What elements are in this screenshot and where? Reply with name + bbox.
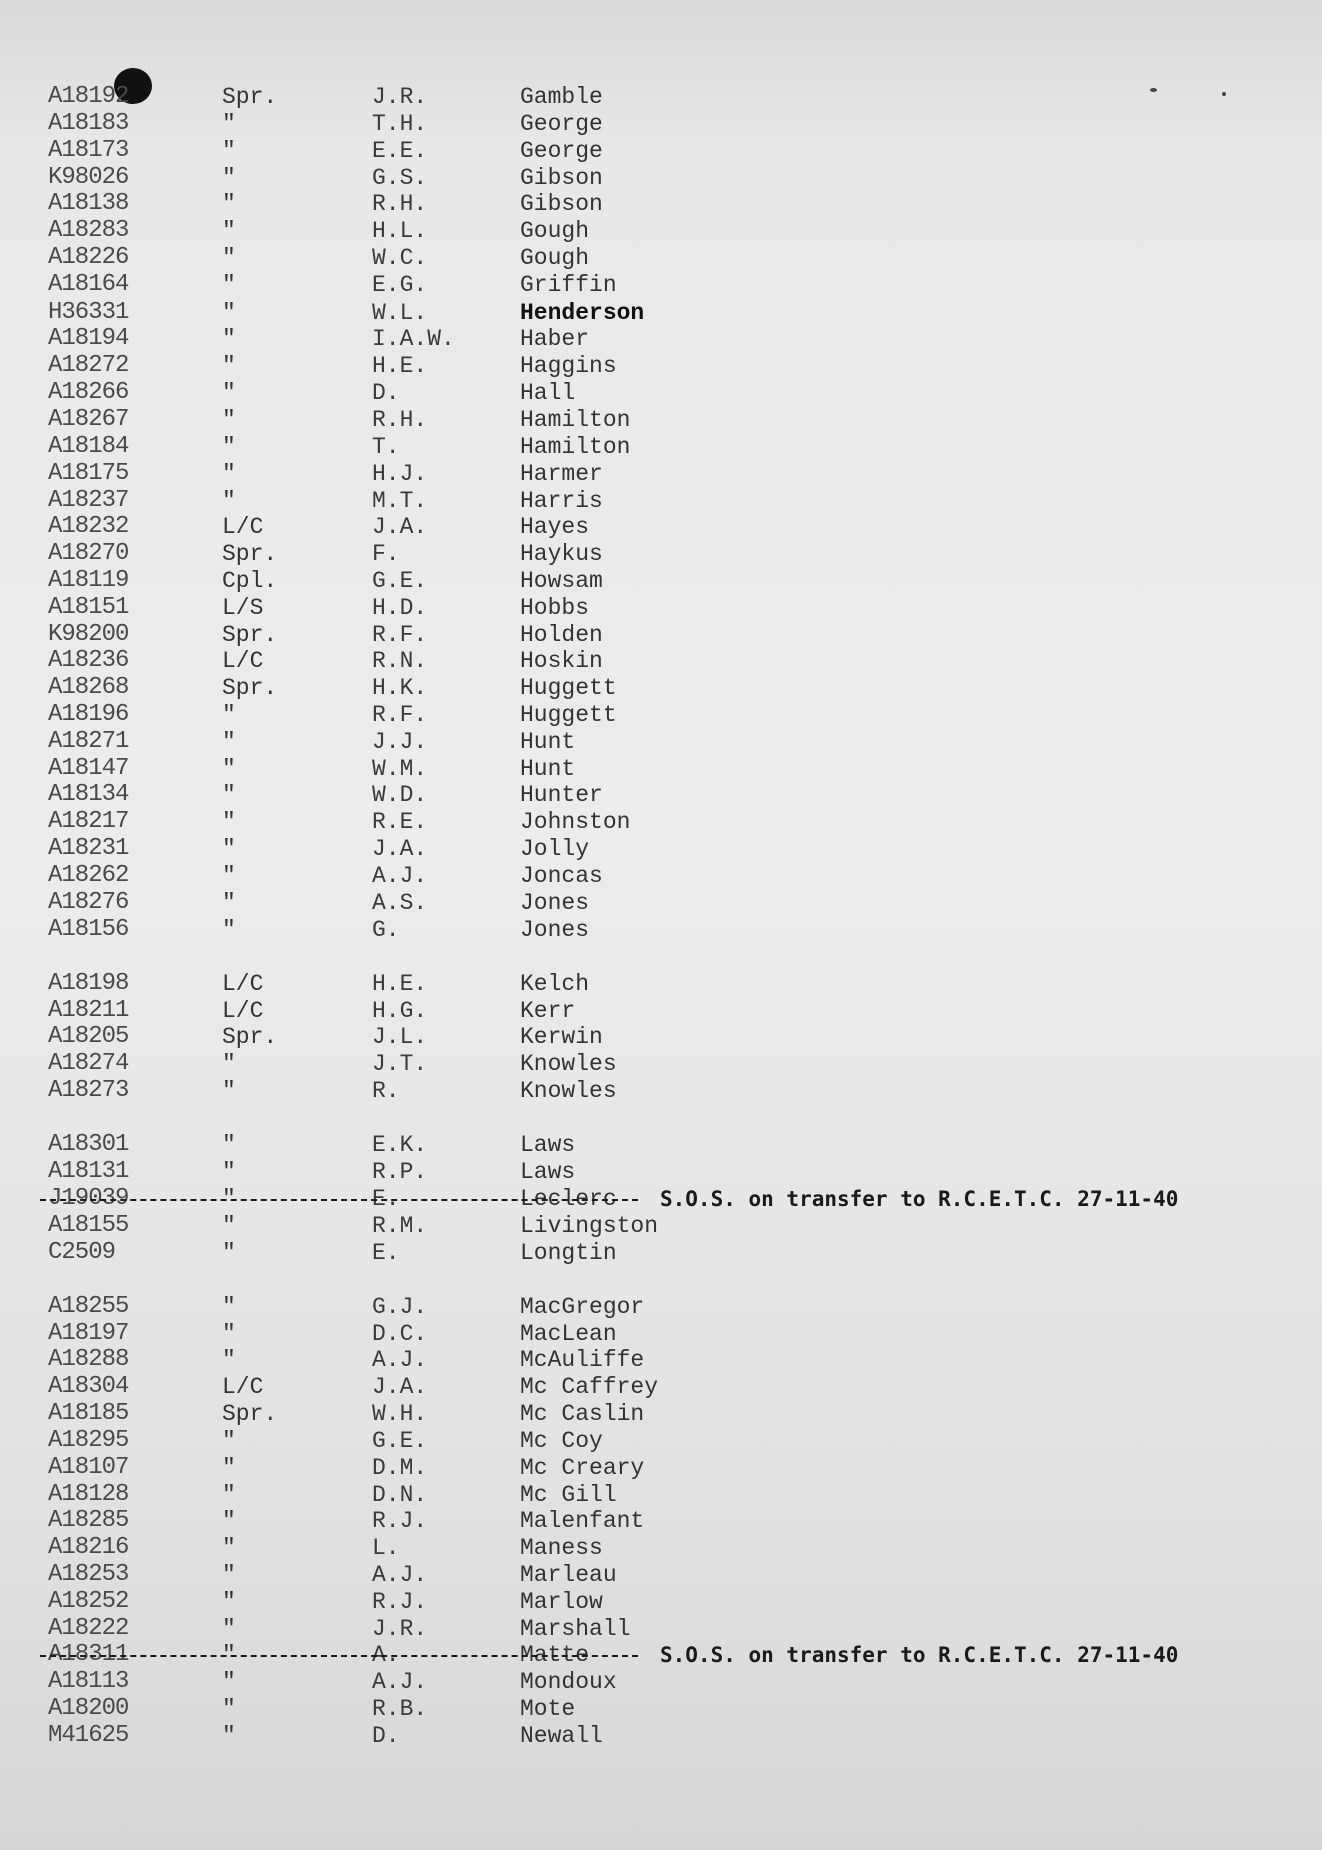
rank: Spr. — [222, 675, 278, 701]
surname: Mc Gill — [520, 1482, 617, 1508]
table-row — [0, 971, 1322, 997]
surname: George — [520, 111, 603, 137]
initials: E. — [372, 1240, 400, 1266]
service-number: J19039 — [48, 1185, 129, 1212]
service-number: A18113 — [48, 1668, 129, 1695]
service-number: A18156 — [48, 916, 129, 943]
surname: Jolly — [520, 836, 590, 862]
initials: J.A. — [372, 514, 428, 540]
surname: Marlow — [520, 1589, 603, 1615]
initials: R.J. — [372, 1508, 428, 1534]
table-row — [0, 890, 1322, 916]
table-row — [0, 568, 1322, 594]
surname: Leclerc — [520, 1186, 617, 1212]
service-number: A18268 — [48, 674, 129, 701]
rank: " — [222, 111, 236, 137]
service-number: A18285 — [48, 1507, 129, 1534]
surname: Kelch — [520, 971, 590, 997]
service-number: A18271 — [48, 728, 129, 755]
initials: H.G. — [372, 998, 428, 1024]
table-row — [0, 595, 1322, 621]
service-number: A18184 — [48, 433, 129, 460]
rank: " — [222, 1616, 236, 1642]
rank: " — [222, 1455, 236, 1481]
surname: Gamble — [520, 84, 603, 110]
table-row — [0, 756, 1322, 782]
initials: W.D. — [372, 782, 428, 808]
table-row — [0, 809, 1322, 835]
rank: " — [222, 488, 236, 514]
surname: Gough — [520, 245, 590, 271]
initials: D. — [372, 1723, 400, 1749]
initials: J.A. — [372, 1374, 428, 1400]
table-row — [0, 702, 1322, 728]
table-row — [0, 1589, 1322, 1615]
transfer-note: S.O.S. on transfer to R.C.E.T.C. 27-11-40 — [660, 1643, 1179, 1667]
service-number: A18205 — [48, 1023, 129, 1050]
service-number: A18128 — [48, 1481, 129, 1508]
initials: G.E. — [372, 1428, 428, 1454]
service-number: A18311 — [48, 1641, 129, 1668]
rank: " — [222, 1589, 236, 1615]
surname: Mondoux — [520, 1669, 617, 1695]
surname: Marleau — [520, 1562, 617, 1588]
surname: Harris — [520, 488, 603, 514]
table-row — [0, 353, 1322, 379]
surname: Laws — [520, 1132, 576, 1158]
table-row — [0, 191, 1322, 217]
surname: Kerwin — [520, 1024, 603, 1050]
rank: " — [222, 702, 236, 728]
surname: Hunter — [520, 782, 603, 808]
rank: " — [222, 1723, 236, 1749]
service-number: A18155 — [48, 1212, 129, 1239]
service-number: K98026 — [48, 164, 129, 191]
service-number: A18301 — [48, 1131, 129, 1158]
initials: F. — [372, 541, 400, 567]
service-number: A18253 — [48, 1561, 129, 1588]
initials: H.K. — [372, 675, 428, 701]
initials: J.R. — [372, 1616, 428, 1642]
table-row — [0, 514, 1322, 540]
rank: Cpl. — [222, 568, 278, 594]
surname: Mote — [520, 1696, 576, 1722]
rank: " — [222, 1132, 236, 1158]
surname: Hayes — [520, 514, 590, 540]
initials: R.F. — [372, 622, 428, 648]
surname: Haykus — [520, 541, 603, 567]
service-number: A18175 — [48, 460, 129, 487]
initials: A.S. — [372, 890, 428, 916]
surname: Harmer — [520, 461, 603, 487]
initials: R. — [372, 1078, 400, 1104]
table-row — [0, 1159, 1322, 1185]
rank: " — [222, 1051, 236, 1077]
table-row — [0, 836, 1322, 862]
surname: Matte — [520, 1642, 590, 1668]
initials: H.E. — [372, 971, 428, 997]
table-row — [0, 1562, 1322, 1588]
surname: Mc Caslin — [520, 1401, 645, 1427]
table-row — [0, 1723, 1322, 1749]
table-row — [0, 1240, 1322, 1266]
initials: D.M. — [372, 1455, 428, 1481]
table-row — [0, 218, 1322, 244]
table-row — [0, 407, 1322, 433]
rank: " — [222, 1159, 236, 1185]
initials: T. — [372, 434, 400, 460]
rank: " — [222, 1642, 236, 1668]
surname: Johnston — [520, 809, 631, 835]
initials: I.A.W. — [372, 326, 455, 352]
initials: H.L. — [372, 218, 428, 244]
service-number: A18273 — [48, 1077, 129, 1104]
initials: R.M. — [372, 1213, 428, 1239]
service-number: A18196 — [48, 701, 129, 728]
initials: W.C. — [372, 245, 428, 271]
table-row — [0, 1213, 1322, 1239]
service-number: A18276 — [48, 889, 129, 916]
initials: J.A. — [372, 836, 428, 862]
table-row — [0, 461, 1322, 487]
rank: " — [222, 863, 236, 889]
surname: Livingston — [520, 1213, 659, 1239]
initials: R.E. — [372, 809, 428, 835]
surname: Malenfant — [520, 1508, 645, 1534]
rank: " — [222, 353, 236, 379]
initials: G.E. — [372, 568, 428, 594]
table-row — [0, 729, 1322, 755]
service-number: A18236 — [48, 647, 129, 674]
surname: Gibson — [520, 165, 603, 191]
initials: H.E. — [372, 353, 428, 379]
strike-through-line — [40, 1199, 638, 1201]
table-row — [0, 1428, 1322, 1454]
surname: Maness — [520, 1535, 603, 1561]
table-row — [0, 1535, 1322, 1561]
initials: G. — [372, 917, 400, 943]
initials: W.H. — [372, 1401, 428, 1427]
rank: " — [222, 1482, 236, 1508]
service-number: A18134 — [48, 781, 129, 808]
service-number: A18151 — [48, 594, 129, 621]
rank: " — [222, 1078, 236, 1104]
rank: " — [222, 1240, 236, 1266]
surname: Hunt — [520, 729, 576, 755]
service-number: C2509 — [48, 1239, 116, 1266]
initials: E.G. — [372, 272, 428, 298]
service-number: A18283 — [48, 217, 129, 244]
rank: " — [222, 917, 236, 943]
service-number: A18274 — [48, 1050, 129, 1077]
service-number: A18107 — [48, 1454, 129, 1481]
rank: " — [222, 782, 236, 808]
initials: J.T. — [372, 1051, 428, 1077]
surname: MacGregor — [520, 1294, 645, 1320]
initials: H.D. — [372, 595, 428, 621]
table-row — [0, 434, 1322, 460]
table-row — [0, 1347, 1322, 1373]
initials: R.H. — [372, 407, 428, 433]
rank: " — [222, 890, 236, 916]
table-row — [0, 782, 1322, 808]
service-number: A18232 — [48, 513, 129, 540]
rank: " — [222, 1696, 236, 1722]
initials: E. — [372, 1186, 400, 1212]
initials: R.J. — [372, 1589, 428, 1615]
service-number: A18237 — [48, 487, 129, 514]
surname: Holden — [520, 622, 603, 648]
initials: D. — [372, 380, 400, 406]
rank: " — [222, 1428, 236, 1454]
table-row — [0, 1616, 1322, 1642]
rank: Spr. — [222, 84, 278, 110]
rank: " — [222, 1562, 236, 1588]
surname: Henderson — [520, 300, 645, 326]
initials: W.M. — [372, 756, 428, 782]
table-row — [0, 998, 1322, 1024]
surname: Howsam — [520, 568, 603, 594]
service-number: A18197 — [48, 1320, 129, 1347]
surname: Jones — [520, 917, 590, 943]
table-row — [0, 245, 1322, 271]
rank: " — [222, 138, 236, 164]
table-row — [0, 326, 1322, 352]
surname: Marshall — [520, 1616, 631, 1642]
service-number: A18173 — [48, 137, 129, 164]
rank: Spr. — [222, 622, 278, 648]
service-number: A18119 — [48, 567, 129, 594]
initials: A.J. — [372, 863, 428, 889]
initials: R.F. — [372, 702, 428, 728]
table-row — [0, 138, 1322, 164]
rank: " — [222, 165, 236, 191]
initials: J.J. — [372, 729, 428, 755]
rank: " — [222, 380, 236, 406]
table-row — [0, 863, 1322, 889]
service-number: A18216 — [48, 1534, 129, 1561]
rank: L/C — [222, 1374, 264, 1400]
surname: MacLean — [520, 1321, 617, 1347]
initials: R.H. — [372, 191, 428, 217]
rank: L/C — [222, 514, 264, 540]
struck-row — [0, 1642, 1322, 1668]
table-row — [0, 1078, 1322, 1104]
initials: G.J. — [372, 1294, 428, 1320]
initials: A.J. — [372, 1562, 428, 1588]
initials: J.R. — [372, 84, 428, 110]
initials: E.E. — [372, 138, 428, 164]
transfer-note: S.O.S. on transfer to R.C.E.T.C. 27-11-40 — [660, 1187, 1179, 1211]
surname: Gough — [520, 218, 590, 244]
service-number: H36331 — [48, 299, 129, 326]
table-row — [0, 300, 1322, 326]
rank: " — [222, 1186, 236, 1212]
initials: A. — [372, 1642, 400, 1668]
table-row — [0, 648, 1322, 674]
service-number: A18222 — [48, 1615, 129, 1642]
initials: R.N. — [372, 648, 428, 674]
initials: A.J. — [372, 1347, 428, 1373]
table-row — [0, 1294, 1322, 1320]
rank: " — [222, 1535, 236, 1561]
surname: Gibson — [520, 191, 603, 217]
rank: " — [222, 836, 236, 862]
surname: Longtin — [520, 1240, 617, 1266]
initials: R.B. — [372, 1696, 428, 1722]
rank: " — [222, 1294, 236, 1320]
rank: " — [222, 756, 236, 782]
surname: Mc Caffrey — [520, 1374, 659, 1400]
surname: George — [520, 138, 603, 164]
table-row — [0, 917, 1322, 943]
table-row — [0, 84, 1322, 110]
table-row — [0, 165, 1322, 191]
initials: J.L. — [372, 1024, 428, 1050]
initials: M.T. — [372, 488, 428, 514]
rank: " — [222, 1669, 236, 1695]
rank: " — [222, 809, 236, 835]
table-row — [0, 622, 1322, 648]
surname: Haggins — [520, 353, 617, 379]
service-number: A18183 — [48, 110, 129, 137]
table-row — [0, 1374, 1322, 1400]
table-row — [0, 488, 1322, 514]
table-row — [0, 1401, 1322, 1427]
rank: Spr. — [222, 1024, 278, 1050]
table-row — [0, 1051, 1322, 1077]
service-number: A18131 — [48, 1158, 129, 1185]
table-row — [0, 541, 1322, 567]
table-row — [0, 380, 1322, 406]
service-number: A18272 — [48, 352, 129, 379]
initials: D.C. — [372, 1321, 428, 1347]
service-number: A18164 — [48, 271, 129, 298]
service-number: A18217 — [48, 808, 129, 835]
service-number: M41625 — [48, 1722, 129, 1749]
service-number: A18138 — [48, 190, 129, 217]
service-number: A18198 — [48, 970, 129, 997]
table-row — [0, 1024, 1322, 1050]
rank: L/S — [222, 595, 264, 621]
surname: Mc Creary — [520, 1455, 645, 1481]
service-number: A18267 — [48, 406, 129, 433]
surname: Hunt — [520, 756, 576, 782]
surname: Newall — [520, 1723, 603, 1749]
rank: " — [222, 191, 236, 217]
table-row — [0, 1455, 1322, 1481]
rank: " — [222, 407, 236, 433]
service-number: A18266 — [48, 379, 129, 406]
table-row — [0, 1482, 1322, 1508]
initials: E.K. — [372, 1132, 428, 1158]
service-number: A18252 — [48, 1588, 129, 1615]
service-number: K98200 — [48, 621, 129, 648]
table-row — [0, 111, 1322, 137]
rank: " — [222, 245, 236, 271]
table-row — [0, 1508, 1322, 1534]
service-number: A18185 — [48, 1400, 129, 1427]
surname: Griffin — [520, 272, 617, 298]
rank: " — [222, 218, 236, 244]
service-number: A18147 — [48, 755, 129, 782]
rank: " — [222, 1213, 236, 1239]
initials: W.L. — [372, 300, 428, 326]
surname: Huggett — [520, 675, 617, 701]
initials: D.N. — [372, 1482, 428, 1508]
service-number: A18262 — [48, 862, 129, 889]
surname: McAuliffe — [520, 1347, 645, 1373]
table-row — [0, 272, 1322, 298]
rank: Spr. — [222, 541, 278, 567]
table-row — [0, 1669, 1322, 1695]
surname: Haber — [520, 326, 590, 352]
rank: L/C — [222, 648, 264, 674]
initials: L. — [372, 1535, 400, 1561]
surname: Joncas — [520, 863, 603, 889]
table-row — [0, 1132, 1322, 1158]
rank: Spr. — [222, 1401, 278, 1427]
surname: Knowles — [520, 1078, 617, 1104]
table-row — [0, 1696, 1322, 1722]
rank: L/C — [222, 998, 264, 1024]
service-number: A18194 — [48, 325, 129, 352]
surname: Hoskin — [520, 648, 603, 674]
rank: " — [222, 461, 236, 487]
surname: Hobbs — [520, 595, 590, 621]
surname: Mc Coy — [520, 1428, 603, 1454]
rank: " — [222, 434, 236, 460]
service-number: A18288 — [48, 1346, 129, 1373]
initials: G.S. — [372, 165, 428, 191]
initials: H.J. — [372, 461, 428, 487]
service-number: A18270 — [48, 540, 129, 567]
initials: R.P. — [372, 1159, 428, 1185]
surname: Huggett — [520, 702, 617, 728]
table-row — [0, 675, 1322, 701]
initials: T.H. — [372, 111, 428, 137]
strike-through-line — [40, 1655, 638, 1657]
rank: " — [222, 1321, 236, 1347]
initials: A.J. — [372, 1669, 428, 1695]
surname: Hall — [520, 380, 576, 406]
rank: " — [222, 326, 236, 352]
rank: " — [222, 1508, 236, 1534]
struck-row — [0, 1186, 1322, 1212]
surname: Kerr — [520, 998, 576, 1024]
service-number: A18226 — [48, 244, 129, 271]
rank: " — [222, 1347, 236, 1373]
surname: Hamilton — [520, 434, 631, 460]
rank: " — [222, 729, 236, 755]
rank: L/C — [222, 971, 264, 997]
service-number: A18200 — [48, 1695, 129, 1722]
service-number: A18304 — [48, 1373, 129, 1400]
service-number: A18295 — [48, 1427, 129, 1454]
surname: Knowles — [520, 1051, 617, 1077]
surname: Laws — [520, 1159, 576, 1185]
rank: " — [222, 272, 236, 298]
service-number: A18231 — [48, 835, 129, 862]
service-number: A18211 — [48, 997, 129, 1024]
service-number: A18255 — [48, 1293, 129, 1320]
surname: Hamilton — [520, 407, 631, 433]
surname: Jones — [520, 890, 590, 916]
rank: " — [222, 300, 236, 326]
service-number: A18192 — [48, 83, 129, 110]
table-row — [0, 1321, 1322, 1347]
